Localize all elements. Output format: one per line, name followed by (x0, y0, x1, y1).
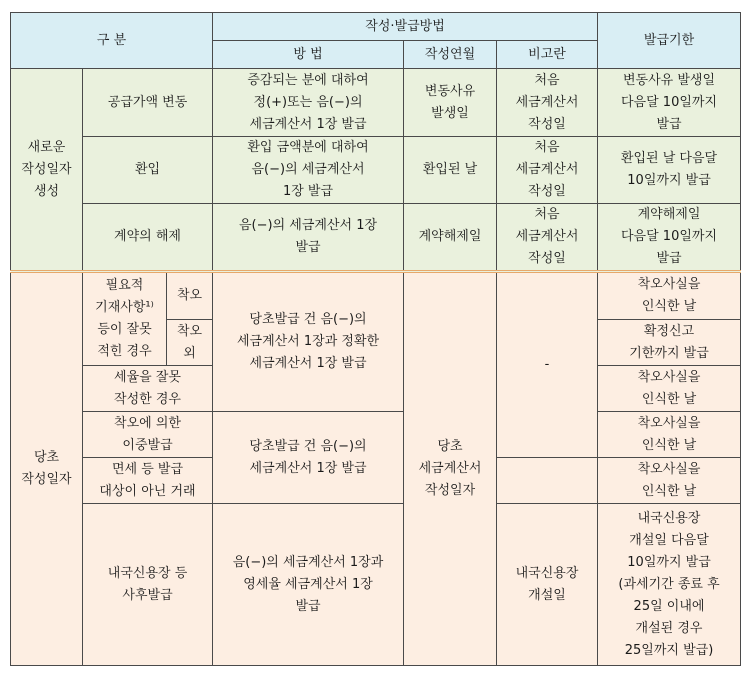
header-method-group: 작성·발급방법 (213, 13, 598, 41)
remarks-cell: 처음 세금계산서 작성일 (497, 69, 598, 137)
date-cell: 변동사유 발생일 (404, 69, 497, 137)
date-cell: 당초 세금계산서 작성일자 (404, 272, 497, 666)
deadline-cell: 환입된 날 다음달 10일까지 발급 (598, 137, 741, 204)
date-cell: 환입된 날 (404, 137, 497, 204)
header-date: 작성연월 (404, 41, 497, 69)
deadline-cell: 계약해제일 다음달 10일까지 발급 (598, 204, 741, 272)
case-label: 공급가액 변동 (83, 69, 213, 137)
date-cell: 계약해제일 (404, 204, 497, 272)
case-label: 착오에 의한 이중발급 (83, 412, 213, 458)
header-gubun: 구 분 (11, 13, 213, 69)
deadline-cell: 착오사실을 인식한 날 (598, 412, 741, 458)
method-cell: 음(−)의 세금계산서 1장과 영세율 세금계산서 1장 발급 (213, 504, 404, 666)
deadline-cell: 착오사실을 인식한 날 (598, 272, 741, 320)
table-row (11, 272, 741, 320)
remarks-cell: 처음 세금계산서 작성일 (497, 204, 598, 272)
deadline-cell: 내국신용장 개설일 다음달 10일까지 발급 (과세기간 종료 후 25일 이내에 개설된 경우 25일까지 발급) (598, 504, 741, 666)
remarks-cell: - (497, 272, 598, 458)
subcase-label: 착오 외 (167, 320, 213, 366)
case-label: 내국신용장 등 사후발급 (83, 504, 213, 666)
method-cell: 환입 금액분에 대하여 음(−)의 세금계산서 1장 발급 (213, 137, 404, 204)
deadline-cell: 착오사실을 인식한 날 (598, 458, 741, 504)
case-label: 필요적 기재사항¹⁾ 등이 잘못 적힌 경우 (83, 272, 167, 366)
group-original-date-label: 당초 작성일자 (11, 272, 83, 666)
deadline-cell: 변동사유 발생일 다음달 10일까지 발급 (598, 69, 741, 137)
case-label: 면세 등 발급 대상이 아닌 거래 (83, 458, 213, 504)
table-row (11, 69, 741, 137)
deadline-cell: 착오사실을 인식한 날 (598, 366, 741, 412)
deadline-cell: 확정신고 기한까지 발급 (598, 320, 741, 366)
method-cell: 음(−)의 세금계산서 1장 발급 (213, 204, 404, 272)
case-label: 세율을 잘못 작성한 경우 (83, 366, 213, 412)
method-cell: 당초발급 건 음(−)의 세금계산서 1장과 정확한 세금계산서 1장 발급 (213, 272, 404, 412)
header-remarks: 비고란 (497, 41, 598, 69)
header-deadline: 발급기한 (598, 13, 741, 69)
case-label: 계약의 해제 (83, 204, 213, 272)
remarks-cell: 처음 세금계산서 작성일 (497, 137, 598, 204)
subcase-label: 착오 (167, 272, 213, 320)
table-row (11, 504, 741, 666)
table-row (11, 412, 741, 458)
case-label: 환입 (83, 137, 213, 204)
table-row (11, 204, 741, 272)
remarks-cell (497, 458, 598, 504)
remarks-cell: 내국신용장 개설일 (497, 504, 598, 666)
table-row (11, 137, 741, 204)
header-method: 방 법 (213, 41, 404, 69)
group-new-date-label: 새로운 작성일자 생성 (11, 69, 83, 272)
issuance-table (10, 12, 741, 666)
method-cell: 증감되는 분에 대하여 정(+)또는 음(−)의 세금계산서 1장 발급 (213, 69, 404, 137)
method-cell: 당초발급 건 음(−)의 세금계산서 1장 발급 (213, 412, 404, 504)
